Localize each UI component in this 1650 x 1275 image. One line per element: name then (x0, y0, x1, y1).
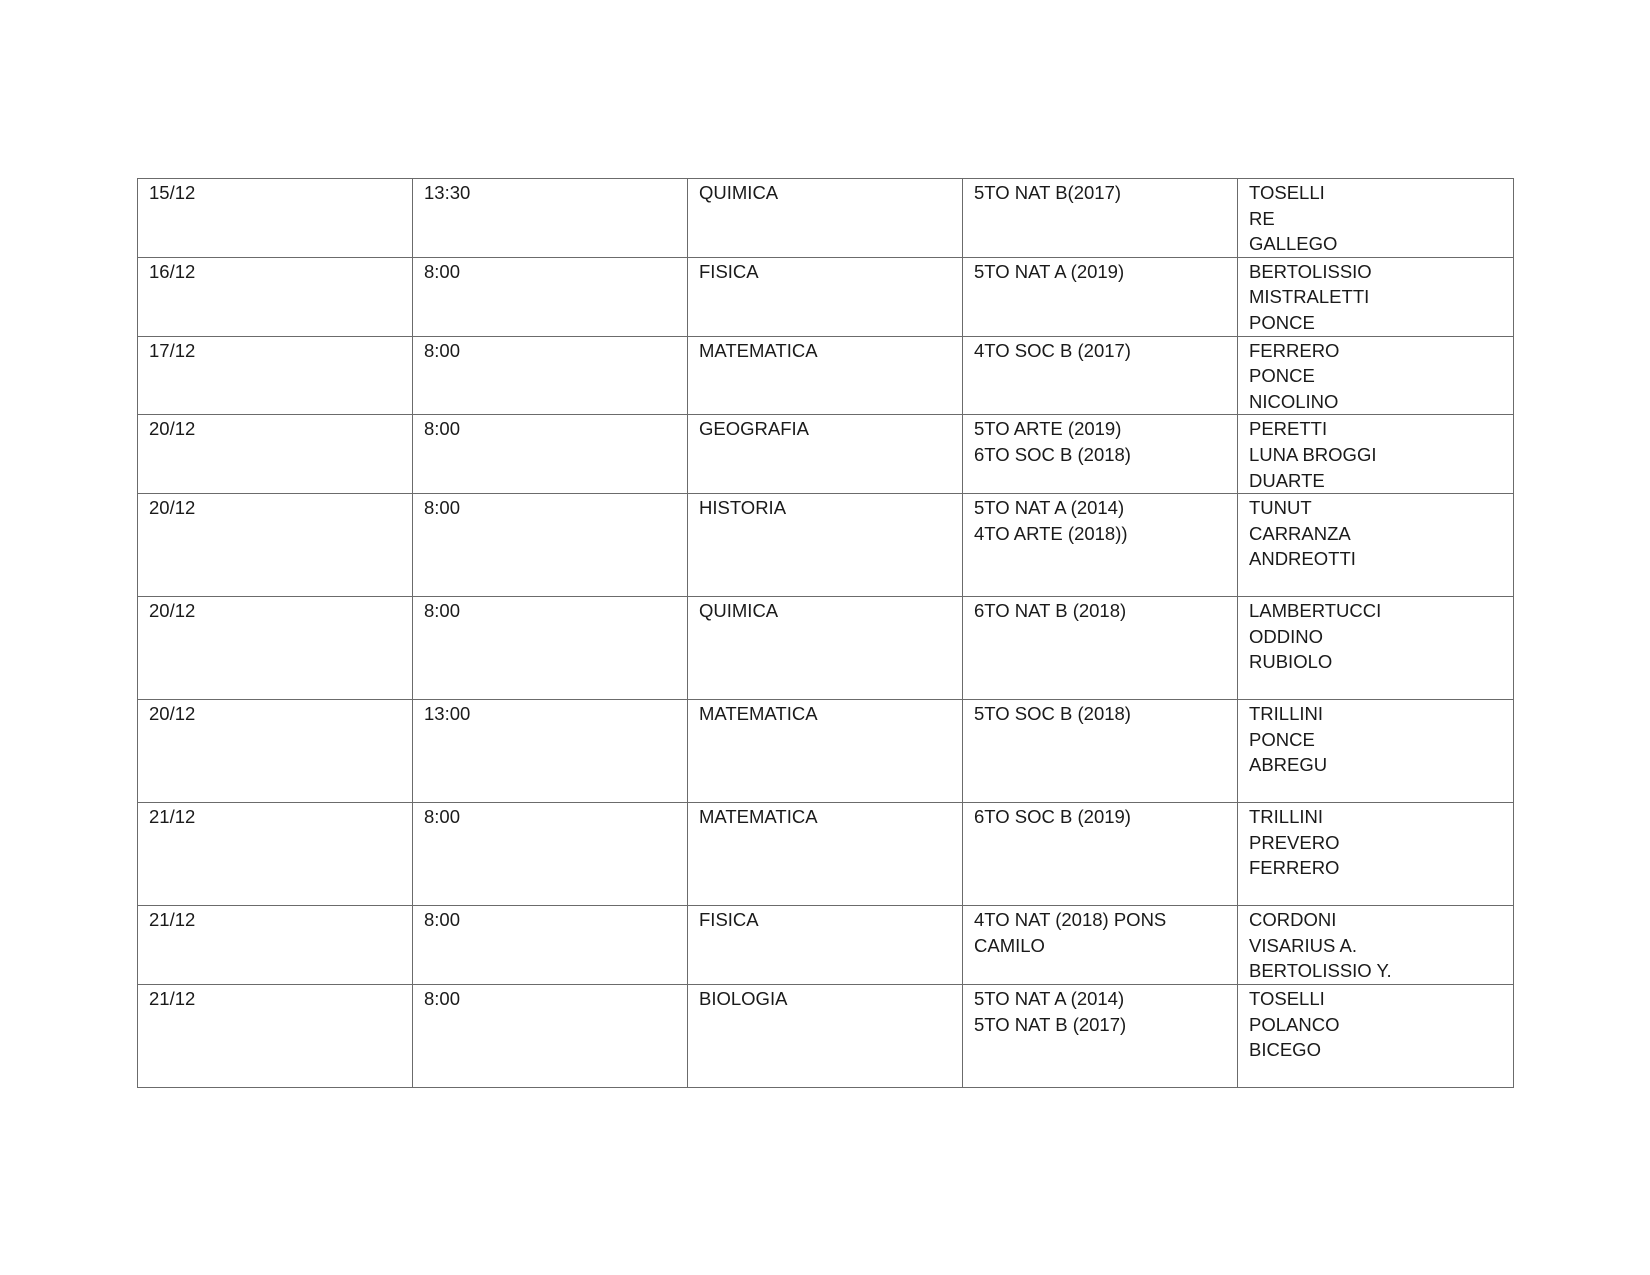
teachers-cell: BERTOLISSIO MISTRALETTI PONCE (1238, 257, 1514, 336)
table-row (138, 336, 1514, 415)
date-cell: 20/12 (138, 494, 413, 597)
teachers-cell: TOSELLI RE GALLEGO (1238, 179, 1514, 258)
date-cell: 15/12 (138, 179, 413, 258)
course-cell: 5TO NAT A (2019) (963, 257, 1238, 336)
course-cell: 4TO SOC B (2017) (963, 336, 1238, 415)
time-cell: 13:30 (413, 179, 688, 258)
subject-cell: MATEMATICA (688, 336, 963, 415)
teachers-cell: TUNUT CARRANZA ANDREOTTI (1238, 494, 1514, 597)
subject-cell: FISICA (688, 906, 963, 985)
time-cell: 8:00 (413, 803, 688, 906)
date-cell: 20/12 (138, 700, 413, 803)
time-cell: 13:00 (413, 700, 688, 803)
time-cell: 8:00 (413, 336, 688, 415)
date-cell: 20/12 (138, 597, 413, 700)
time-cell: 8:00 (413, 906, 688, 985)
subject-cell: MATEMATICA (688, 803, 963, 906)
teachers-cell: TOSELLI POLANCO BICEGO (1238, 984, 1514, 1087)
teachers-cell: TRILLINI PREVERO FERRERO (1238, 803, 1514, 906)
subject-cell: MATEMATICA (688, 700, 963, 803)
table-row (138, 494, 1514, 597)
subject-cell: GEOGRAFIA (688, 415, 963, 494)
table-row (138, 597, 1514, 700)
subject-cell: QUIMICA (688, 179, 963, 258)
subject-cell: BIOLOGIA (688, 984, 963, 1087)
table-row (138, 179, 1514, 258)
course-cell: 4TO NAT (2018) PONS CAMILO (963, 906, 1238, 985)
table-row (138, 415, 1514, 494)
course-cell: 6TO NAT B (2018) (963, 597, 1238, 700)
table-row (138, 803, 1514, 906)
subject-cell: QUIMICA (688, 597, 963, 700)
teachers-cell: TRILLINI PONCE ABREGU (1238, 700, 1514, 803)
time-cell: 8:00 (413, 984, 688, 1087)
teachers-cell: PERETTI LUNA BROGGI DUARTE (1238, 415, 1514, 494)
table-row (138, 984, 1514, 1087)
course-cell: 5TO SOC B (2018) (963, 700, 1238, 803)
table-row (138, 257, 1514, 336)
table-row (138, 906, 1514, 985)
course-cell: 5TO NAT A (2014) 5TO NAT B (2017) (963, 984, 1238, 1087)
date-cell: 16/12 (138, 257, 413, 336)
course-cell: 6TO SOC B (2019) (963, 803, 1238, 906)
time-cell: 8:00 (413, 257, 688, 336)
teachers-cell: FERRERO PONCE NICOLINO (1238, 336, 1514, 415)
date-cell: 17/12 (138, 336, 413, 415)
course-cell: 5TO NAT A (2014) 4TO ARTE (2018)) (963, 494, 1238, 597)
table-row (138, 700, 1514, 803)
date-cell: 21/12 (138, 906, 413, 985)
date-cell: 21/12 (138, 803, 413, 906)
course-cell: 5TO ARTE (2019) 6TO SOC B (2018) (963, 415, 1238, 494)
exam-schedule-table (137, 178, 1514, 1088)
subject-cell: HISTORIA (688, 494, 963, 597)
time-cell: 8:00 (413, 597, 688, 700)
teachers-cell: LAMBERTUCCI ODDINO RUBIOLO (1238, 597, 1514, 700)
date-cell: 21/12 (138, 984, 413, 1087)
date-cell: 20/12 (138, 415, 413, 494)
time-cell: 8:00 (413, 494, 688, 597)
teachers-cell: CORDONI VISARIUS A. BERTOLISSIO Y. (1238, 906, 1514, 985)
subject-cell: FISICA (688, 257, 963, 336)
time-cell: 8:00 (413, 415, 688, 494)
course-cell: 5TO NAT B(2017) (963, 179, 1238, 258)
